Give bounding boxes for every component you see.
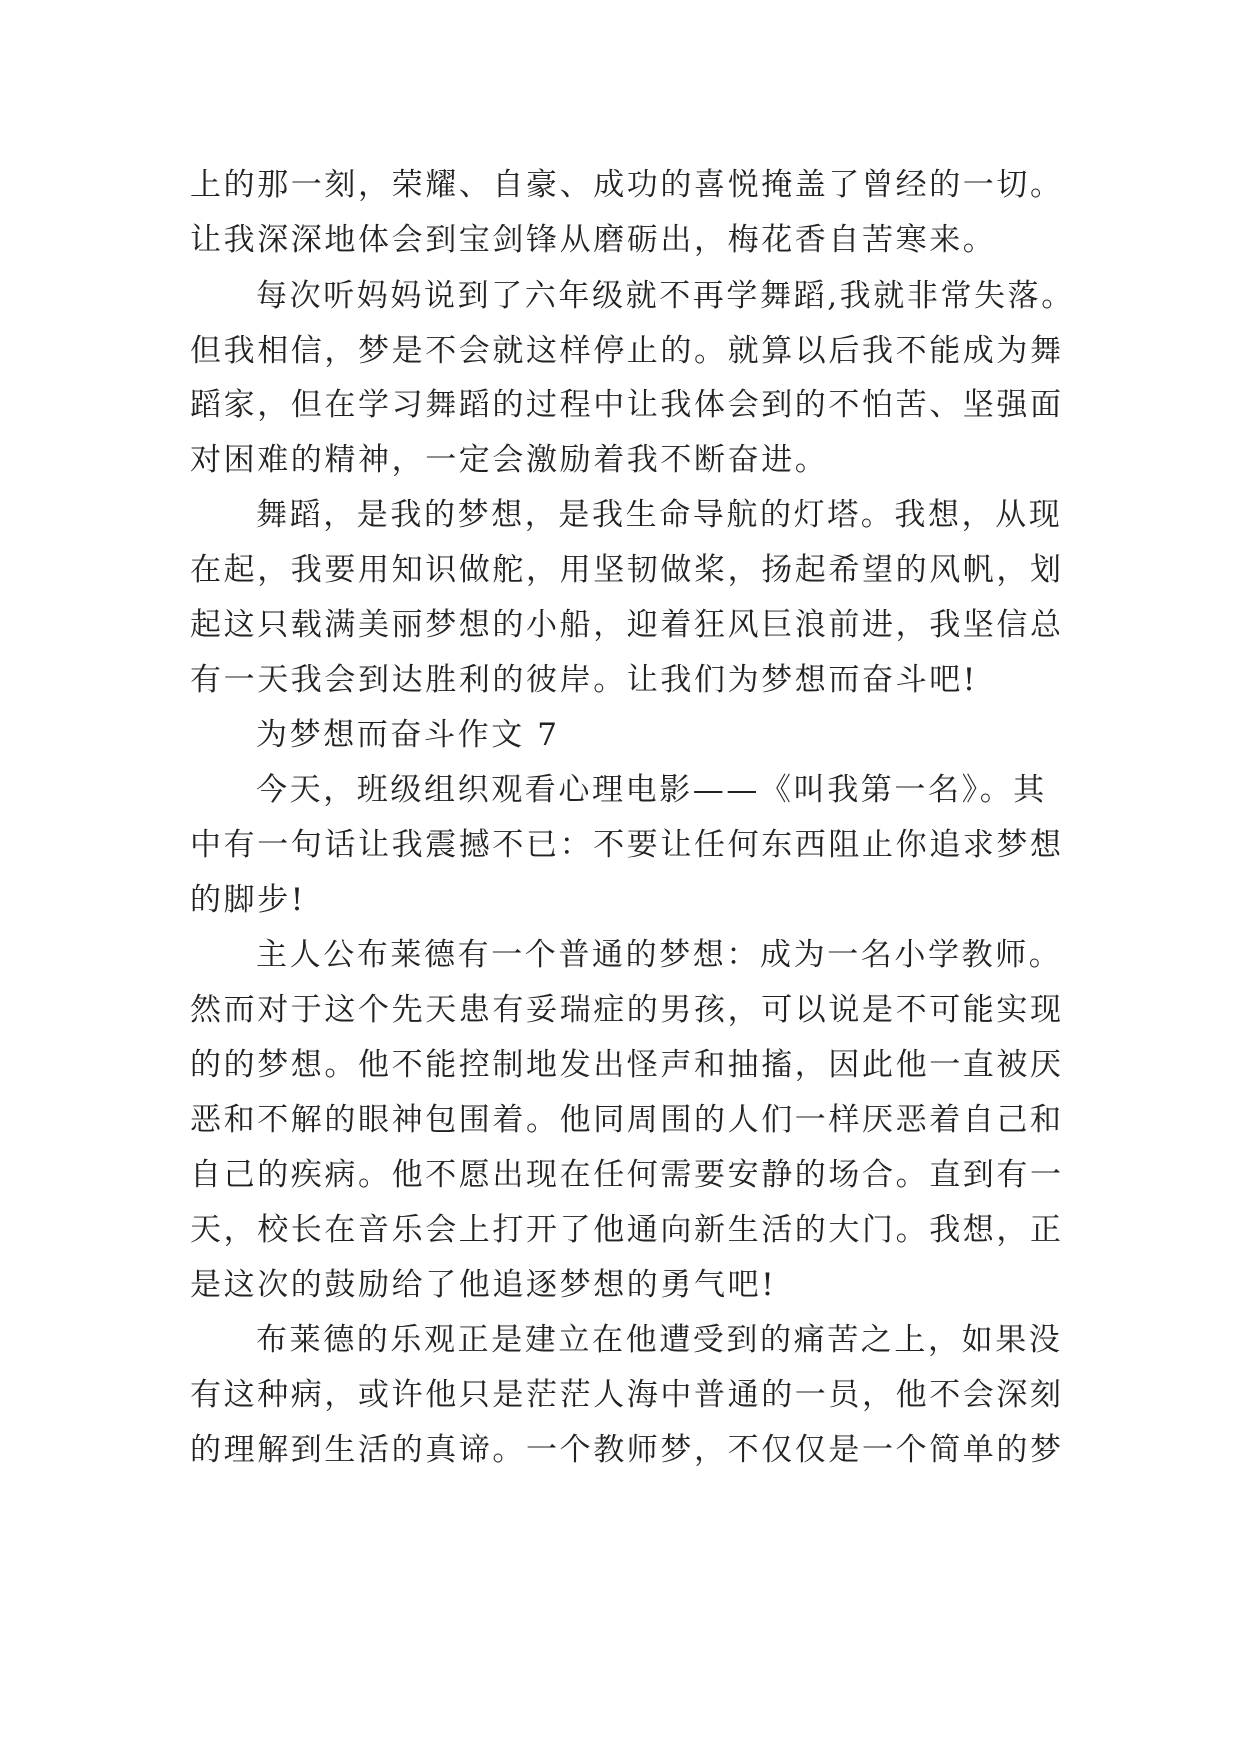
text-line: 中有一句话让我震撼不已：不要让任何东西阻止你追求梦想	[190, 827, 1064, 863]
text-line: 的脚步!	[190, 882, 306, 918]
text-line: 是这次的鼓励给了他追逐梦想的勇气吧!	[190, 1267, 777, 1303]
text-line: 自己的疾病。他不愿出现在任何需要安静的场合。直到有一	[190, 1157, 1064, 1193]
text-line: 有一天我会到达胜利的彼岸。让我们为梦想而奋斗吧!	[190, 662, 978, 698]
text-line: 的理解到生活的真谛。一个教师梦，不仅仅是一个简单的梦	[190, 1432, 1064, 1468]
text-line: 对困难的精神，一定会激励着我不断奋进。	[190, 442, 829, 478]
text-line: 舞蹈，是我的梦想，是我生命导航的灯塔。我想，从现	[256, 497, 1063, 533]
text-line: 布莱德的乐观正是建立在他遭受到的痛苦之上，如果没	[256, 1322, 1063, 1358]
text-line: 蹈家，但在学习舞蹈的过程中让我体会到的不怕苦、坚强面	[190, 387, 1064, 423]
text-line: 让我深深地体会到宝剑锋从磨砺出，梅花香自苦寒来。	[190, 222, 997, 258]
text-line: 的的梦想。他不能控制地发出怪声和抽搐，因此他一直被厌	[190, 1047, 1064, 1083]
text-line: 今天，班级组织观看心理电影——《叫我第一名》。其	[256, 772, 1047, 808]
text-line: 然而对于这个先天患有妥瑞症的男孩，可以说是不可能实现	[190, 992, 1064, 1028]
text-line: 天，校长在音乐会上打开了他通向新生活的大门。我想，正	[190, 1212, 1064, 1248]
text-line: 有这种病，或许他只是茫茫人海中普通的一员，他不会深刻	[190, 1377, 1064, 1413]
text-line: 恶和不解的眼神包围着。他同周围的人们一样厌恶着自己和	[190, 1102, 1064, 1138]
text-line: 在起，我要用知识做舵，用坚韧做桨，扬起希望的风帆，划	[190, 552, 1064, 588]
text-line: 但我相信，梦是不会就这样停止的。就算以后我不能成为舞	[190, 333, 1064, 369]
text-line: 起这只载满美丽梦想的小船，迎着狂风巨浪前进，我坚信总	[190, 607, 1064, 643]
text-line: 上的那一刻，荣耀、自豪、成功的喜悦掩盖了曾经的一切。	[190, 167, 1064, 203]
section-heading: 为梦想而奋斗作文 7	[256, 717, 560, 753]
text-line: 每次听妈妈说到了六年级就不再学舞蹈,我就非常失落。	[256, 278, 1075, 314]
text-line: 主人公布莱德有一个普通的梦想：成为一名小学教师。	[256, 937, 1063, 973]
